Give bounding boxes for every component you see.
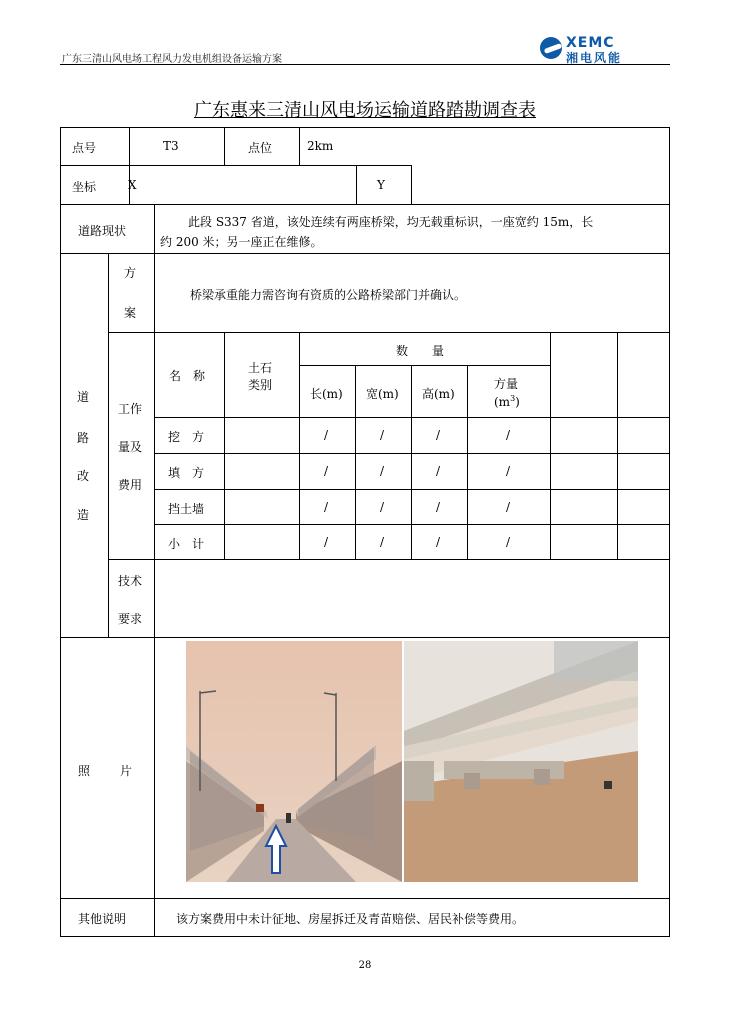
row-height: / <box>436 500 441 514</box>
label-tech-2: 要求 <box>118 612 143 626</box>
bridge-photo-image <box>404 641 638 882</box>
row-volume: / <box>506 428 511 442</box>
label-point-no: 点号 <box>72 141 97 155</box>
label-road-mod-4: 造 <box>77 508 90 522</box>
header-divider <box>60 64 670 65</box>
road-photo-image <box>186 641 402 882</box>
row-length: / <box>324 428 329 442</box>
value-position: 2km <box>307 139 334 153</box>
col-volume-header-1: 方量 <box>494 377 519 391</box>
company-logo <box>540 37 670 63</box>
page-title: 广东惠来三清山风电场运输道路踏勘调查表 <box>194 100 536 121</box>
col-qty-header: 数 量 <box>396 344 445 358</box>
row-volume: / <box>506 500 511 514</box>
label-notes: 其他说明 <box>78 912 127 926</box>
col-soil-header-2: 类别 <box>248 378 273 392</box>
label-road-mod-1: 道 <box>77 390 90 404</box>
row-width: / <box>380 535 385 549</box>
row-length: / <box>324 464 329 478</box>
row-height: / <box>436 535 441 549</box>
label-work-3: 费用 <box>118 478 143 492</box>
row-width: / <box>380 500 385 514</box>
label-photos-1: 照 <box>78 764 91 778</box>
row-length: / <box>324 535 329 549</box>
col-height-header: 高(m) <box>422 387 455 401</box>
road-photo <box>186 641 402 882</box>
row-volume: / <box>506 535 511 549</box>
label-coord-x: X <box>128 178 137 192</box>
logo-text-cn: 湘电风能 <box>566 51 623 65</box>
row-name: 挖 方 <box>168 430 205 444</box>
label-road-status: 道路现状 <box>78 224 127 238</box>
page-number: 28 <box>358 960 372 971</box>
notes-text: 该方案费用中未计征地、房屋拆迁及青苗赔偿、居民补偿等费用。 <box>176 912 525 926</box>
row-volume: / <box>506 464 511 478</box>
row-length: / <box>324 500 329 514</box>
col-length-header: 长(m) <box>310 387 343 401</box>
bridge-photo <box>404 641 638 882</box>
label-tech-1: 技术 <box>118 574 143 588</box>
col-soil-header-1: 土石 <box>248 361 273 375</box>
label-work-1: 工作 <box>118 402 143 416</box>
col-name-header: 名 称 <box>169 369 206 383</box>
row-width: / <box>380 428 385 442</box>
road-status-line1: 此段 S337 省道，该处连续有两座桥梁，均无载重标识，一座宽约 15m，长 <box>188 215 594 229</box>
plan-text: 桥梁承重能力需咨询有资质的公路桥梁部门并确认。 <box>190 288 467 302</box>
col-volume-header-2: $(m^3)$ <box>494 394 520 409</box>
row-width: / <box>380 464 385 478</box>
logo-text-en: XEMC <box>566 35 615 51</box>
logo-mark-icon <box>540 37 562 59</box>
col-width-header: 宽(m) <box>366 387 399 401</box>
label-coord-y: Y <box>377 178 385 192</box>
label-work-2: 量及 <box>118 440 143 454</box>
label-plan-1: 方 <box>124 266 137 280</box>
row-height: / <box>436 464 441 478</box>
label-position: 点位 <box>248 141 273 155</box>
value-point-no: T3 <box>163 139 179 153</box>
label-road-mod-3: 改 <box>77 469 90 483</box>
label-photos-2: 片 <box>120 764 133 778</box>
road-status-line2: 约 200 米；另一座正在维修。 <box>160 235 323 249</box>
row-name: 挡土墙 <box>168 502 205 516</box>
row-name: 小 计 <box>168 537 205 551</box>
row-height: / <box>436 428 441 442</box>
label-plan-2: 案 <box>124 306 137 320</box>
label-coord: 坐标 <box>72 180 97 194</box>
doc-header-title: 广东三清山风电场工程风力发电机组设备运输方案 <box>62 54 282 65</box>
label-road-mod-2: 路 <box>77 431 90 445</box>
row-name: 填 方 <box>168 466 205 480</box>
